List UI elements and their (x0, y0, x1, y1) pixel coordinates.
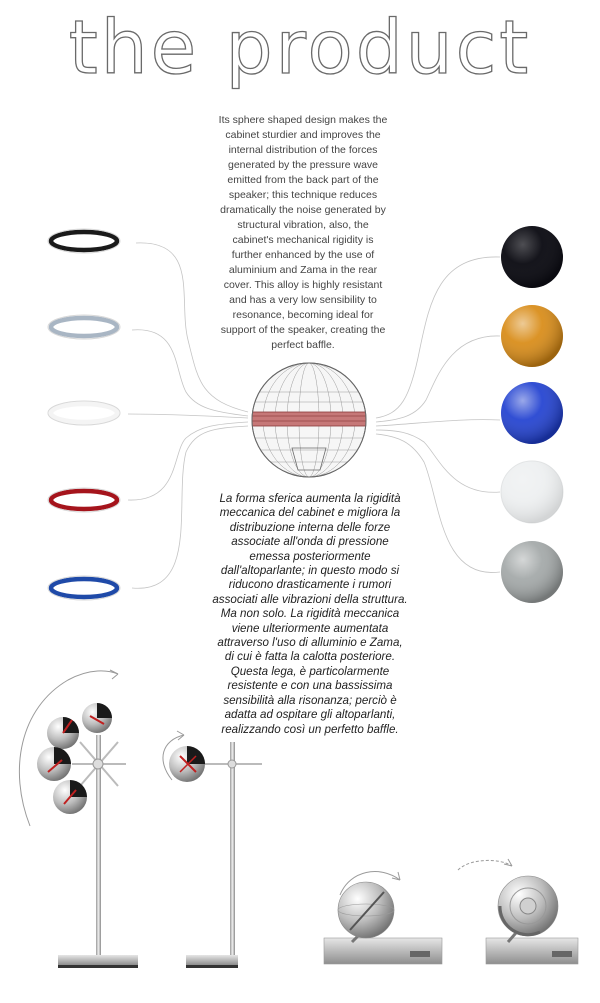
page-title: the product (68, 5, 532, 91)
table-speaker-front (324, 872, 442, 964)
table-speaker-rear (458, 859, 578, 964)
description-english: Its sphere shaped design makes the cabinet sturdier and improves the internal distribution of the forces generated by the pressure wave emitted from the back part of the speaker; this technique reduces dramatically the noise generated by structural vibration, also, the cabinet's mechanical rigidity is further enhanced by the use of aluminium and Zama in the rear cover. This alloy is highly resistant and has a very low sensibility to resonance, becoming ideal for support of the speaker, creating the perfect baffle. (218, 114, 388, 351)
description-italian: La forma sferica aumenta la rigidità meccanica del cabinet e migliora la distribuzione interna delle forze associate all'onda di pressione emessa posteriormente dall'altoparlante; in questo modo si riducono drasticamente i rumori associati alle vibrazioni della struttura. Ma non solo. La rigidità meccanica viene ulteriormente aumentata attraverso l'uso di alluminio e Zama, di cui è fatta la calotta posteriore. Questa lega, è particolarmente resistente e con una bassissima sensibilità alla risonanza; perciò è adatta ad ospitare gli altoparlanti, realizzando così un perfetto baffle. (212, 492, 408, 736)
floor-stand-multi-speaker (19, 670, 138, 968)
floor-stand-single-speaker (163, 731, 262, 968)
